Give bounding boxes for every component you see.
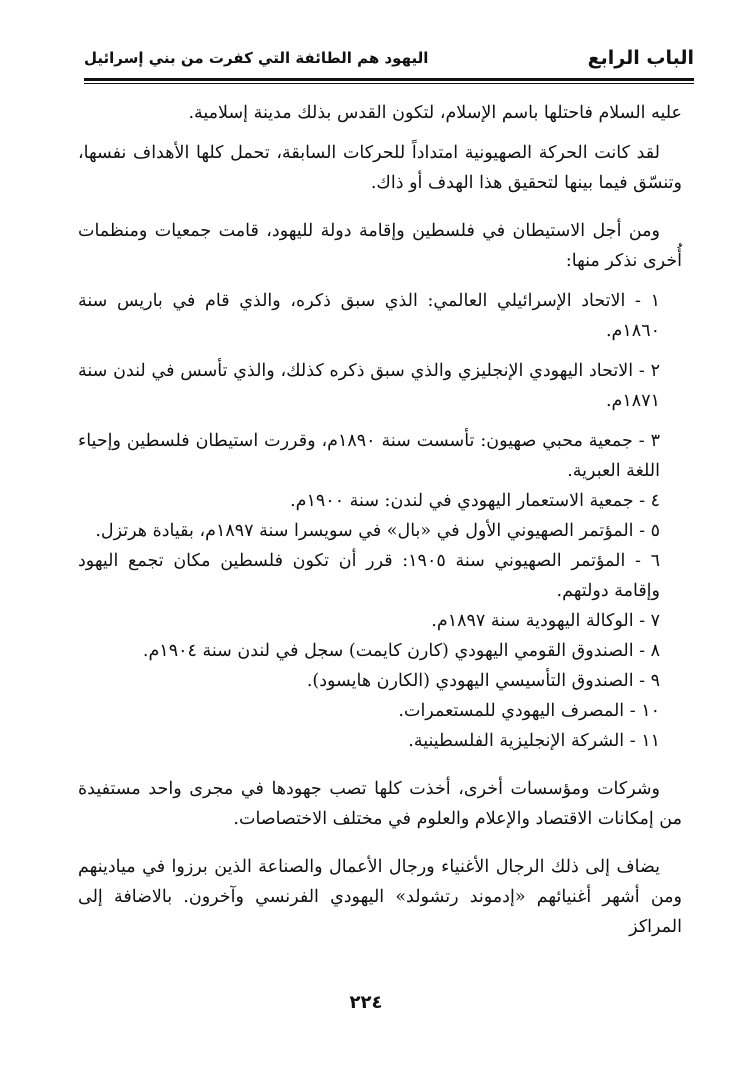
header-rule-thick (84, 78, 694, 81)
paragraph-closing-1: وشركات ومؤسسات أخرى، أخذت كلها تصب جهودها في مجرى واحد مستفيدة من إمكانات الاقتصاد والإعلام والعلوم في مختلف الاختصاصات. (78, 779, 682, 829)
running-header (84, 40, 694, 76)
list-item: ٨ - الصندوق القومي اليهودي (كارن كايمت) سجل في لندن سنة ١٩٠٤م. (142, 641, 660, 661)
list-item: ٤ - جمعية الاستعمار اليهودي في لندن: سنة ١٩٠٠م. (290, 491, 660, 511)
header-subtitle: اليهود هم الطائفة التي كفرت من بني إسرائيل (84, 49, 429, 67)
page-body (78, 98, 682, 942)
list-item: ١١ - الشركة الإنجليزية الفلسطينية. (408, 731, 660, 751)
header-rule-thin (84, 83, 694, 84)
list-item: ١٠ - المصرف اليهودي للمستعمرات. (398, 701, 660, 721)
paragraph-3: ومن أجل الاستيطان في فلسطين وإقامة دولة لليهود، قامت جمعيات ومنظمات أُخرى نذكر منها: (78, 221, 682, 271)
list-item: ٧ - الوكالة اليهودية سنة ١٨٩٧م. (431, 611, 660, 631)
list-item: ٦ - المؤتمر الصهيوني سنة ١٩٠٥: قرر أن تكون فلسطين مكان تجمع اليهود وإقامة دولتهم. (78, 551, 660, 601)
page-number: ٢٢٤ (349, 992, 383, 1013)
list-item: ١ - الاتحاد الإسرائيلي العالمي: الذي سبق ذكره، والذي قام في باريس سنة ١٨٦٠م. (78, 291, 660, 341)
chapter-title: الباب الرابع (587, 47, 694, 69)
list-item: ٣ - جمعية محبي صهيون: تأسست سنة ١٨٩٠م، وقررت استيطان فلسطين وإحياء اللغة العبرية. (78, 431, 660, 481)
list-item: ٢ - الاتحاد اليهودي الإنجليزي والذي سبق ذكره كذلك، والذي تأسس في لندن سنة ١٨٧١م. (78, 361, 660, 411)
list-item: ٥ - المؤتمر الصهيوني الأول في «بال» في سويسرا سنة ١٨٩٧م، بقيادة هرتزل. (95, 521, 660, 541)
list-item: ٩ - الصندوق التأسيسي اليهودي (الكارن هايسود). (306, 671, 660, 691)
paragraph-2: لقد كانت الحركة الصهيونية امتداداً للحركات السابقة، تحمل كلها الأهداف نفسها، وتنسّق فيما بينها لتحقيق هذا الهدف أو ذاك. (78, 143, 682, 193)
organizations-list (78, 286, 682, 756)
paragraph-closing-2: يضاف إلى ذلك الرجال الأغنياء ورجال الأعمال والصناعة الذين برزوا في ميادينهم ومن أشهر أغنيائهم «إدموند رتشولد» اليهودي الفرنسي وآخرون. بالاضافة إلى المراكز (78, 857, 682, 937)
paragraph-1: عليه السلام فاحتلها باسم الإسلام، لتكون القدس بذلك مدينة إسلامية. (188, 103, 682, 123)
